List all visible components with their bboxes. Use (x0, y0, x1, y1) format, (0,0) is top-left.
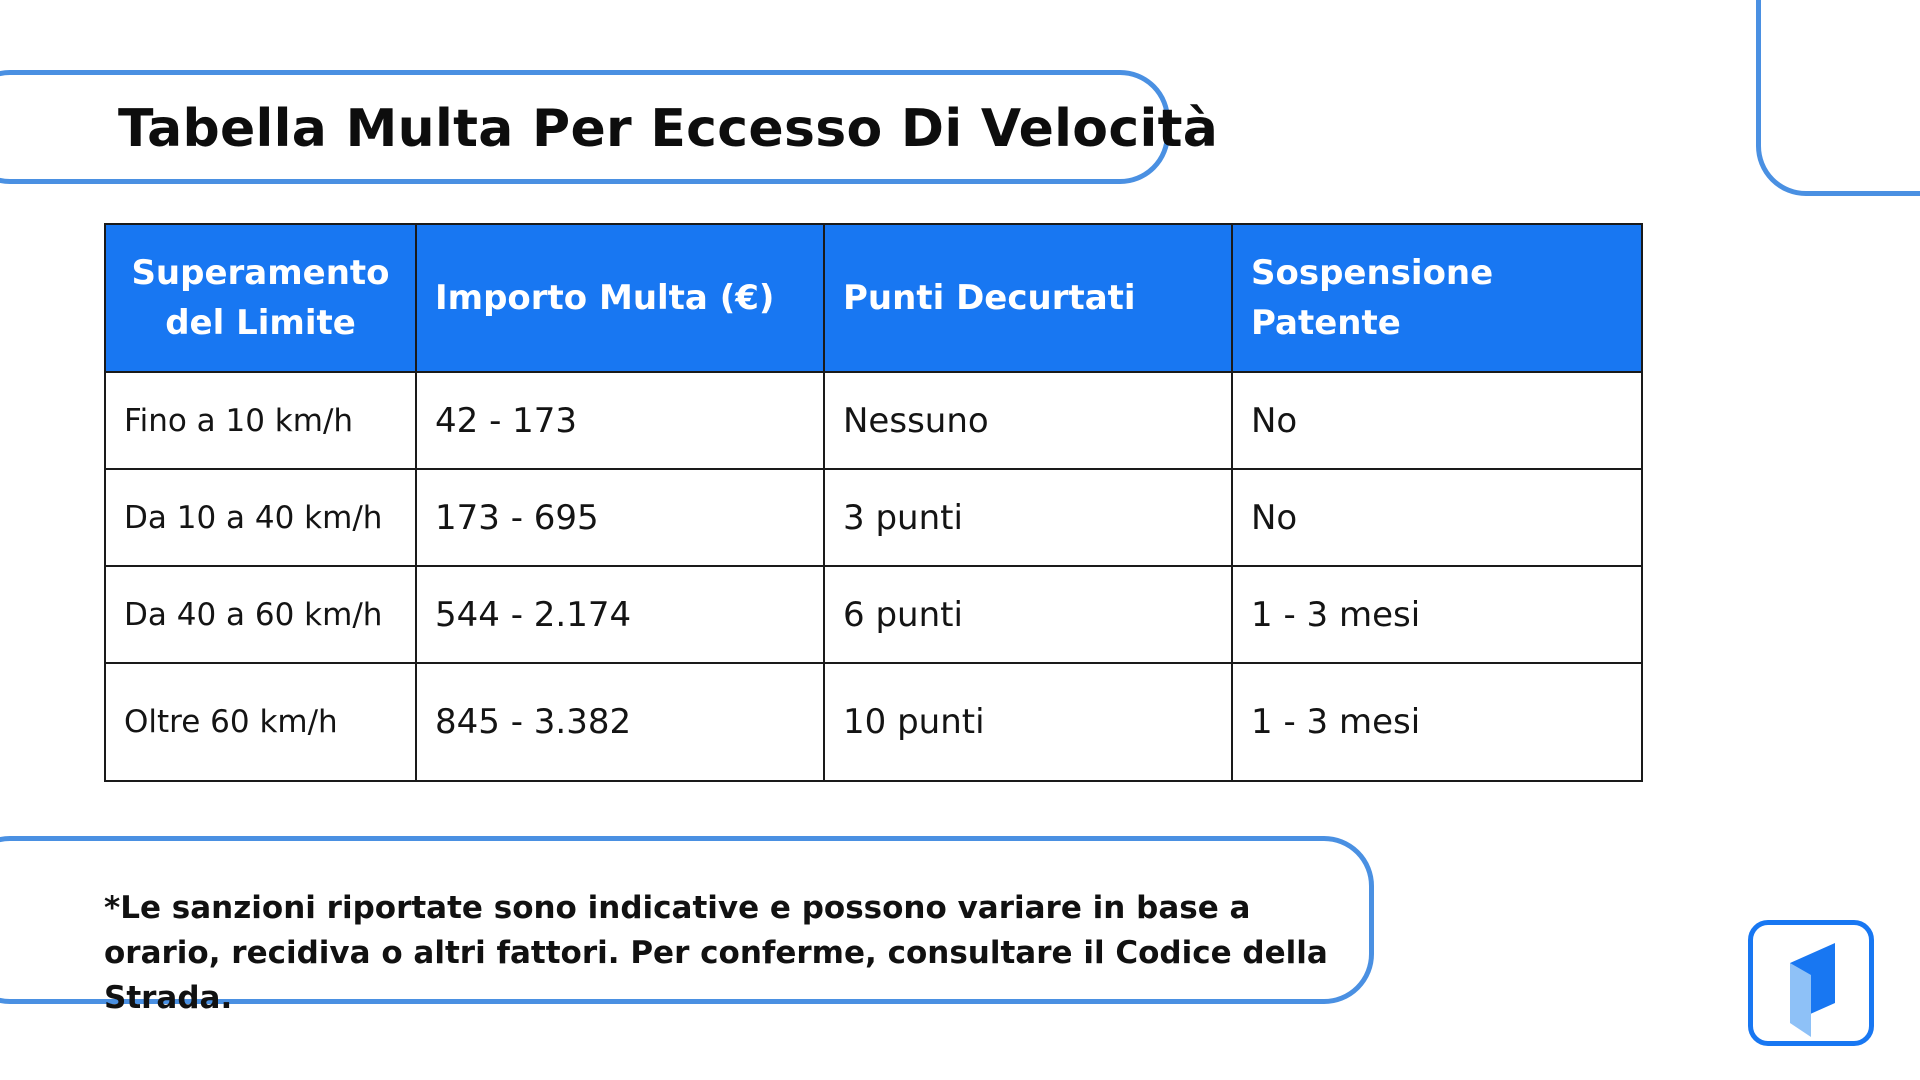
cell-limit-exceeded: Da 40 a 60 km/h (105, 566, 416, 663)
cell-limit-exceeded: Oltre 60 km/h (105, 663, 416, 781)
header-license-suspension: Sospensione Patente (1232, 224, 1642, 372)
cell-license-suspension: No (1232, 469, 1642, 566)
cell-license-suspension: No (1232, 372, 1642, 469)
corner-decoration (1756, 0, 1920, 196)
table-row (105, 566, 1642, 663)
table-row (105, 469, 1642, 566)
cell-fine-amount: 42 - 173 (416, 372, 824, 469)
page-title: Tabella Multa Per Eccesso Di Velocità (118, 99, 1219, 159)
table-header-row (105, 224, 1642, 372)
cell-points-deducted: 6 punti (824, 566, 1232, 663)
cell-fine-amount: 173 - 695 (416, 469, 824, 566)
table-row (105, 372, 1642, 469)
brand-logo-icon (1753, 925, 1869, 1041)
cell-limit-exceeded: Fino a 10 km/h (105, 372, 416, 469)
speeding-fine-table (104, 223, 1643, 782)
header-limit-exceeded: Superamento del Limite (105, 224, 416, 372)
cell-fine-amount: 845 - 3.382 (416, 663, 824, 781)
table-row (105, 663, 1642, 781)
cell-points-deducted: 3 punti (824, 469, 1232, 566)
cell-license-suspension: 1 - 3 mesi (1232, 663, 1642, 781)
footnote-text: *Le sanzioni riportate sono indicative e possono variare in base a orario, recidiva o altri fattori. Per conferme, consultare il Codice della Strada. (104, 890, 1328, 1016)
cell-points-deducted: 10 punti (824, 663, 1232, 781)
header-fine-amount: Importo Multa (€) (416, 224, 824, 372)
cell-fine-amount: 544 - 2.174 (416, 566, 824, 663)
cell-limit-exceeded: Da 10 a 40 km/h (105, 469, 416, 566)
header-points-deducted: Punti Decurtati (824, 224, 1232, 372)
cell-license-suspension: 1 - 3 mesi (1232, 566, 1642, 663)
cell-points-deducted: Nessuno (824, 372, 1232, 469)
brand-logo (1748, 920, 1874, 1046)
